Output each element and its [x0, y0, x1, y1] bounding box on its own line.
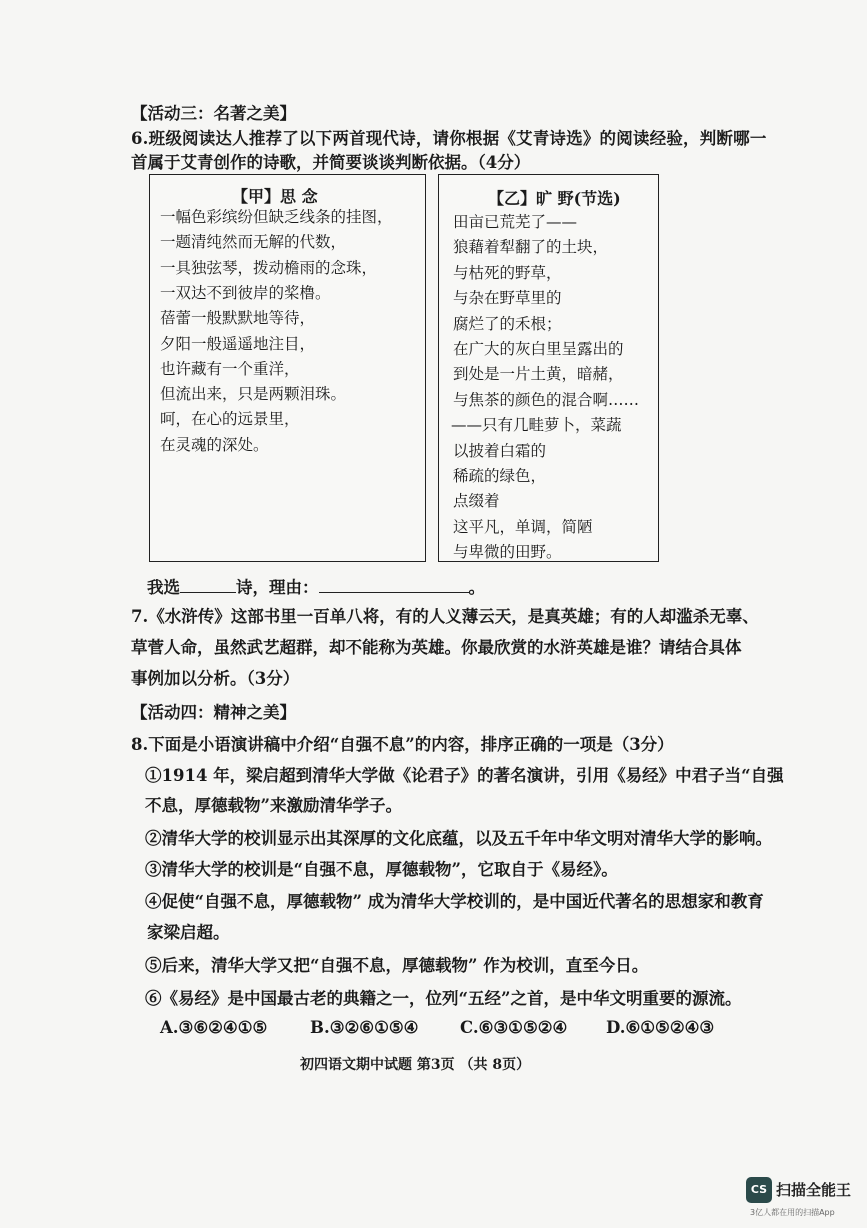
poem-b-line: 腐烂了的禾根；: [453, 314, 562, 333]
page-footer: 初四语文期中试题 第3页 （共 8页）: [300, 1057, 531, 1073]
poem-b-line: 稀疏的绿色，: [453, 467, 547, 485]
question-7-line-2: 草菅人命，虽然武艺超群，却不能称为英雄。你最欣赏的水浒英雄是谁？请结合具体: [131, 638, 742, 657]
choice-blank[interactable]: [180, 576, 236, 593]
poem-b-line: 田亩已荒芜了——: [453, 213, 578, 231]
poem-a-line: 一题清纯然而无解的代数，: [160, 233, 347, 252]
scanner-watermark: [746, 1177, 856, 1221]
poem-a-line: 但流出来，只是两颗泪珠。: [160, 385, 347, 404]
answer-middle: 诗，理由：: [236, 578, 319, 597]
scanner-tagline: 3亿人都在用的扫描App: [750, 1208, 835, 1217]
poem-b-line: 狼藉着犁翻了的土块，: [453, 238, 609, 257]
poem-b-line: 与杂在野草里的: [453, 289, 562, 308]
poem-a-line: 蓓蕾一般默默地等待，: [160, 309, 316, 328]
poem-a-title: 【甲】思 念: [232, 187, 318, 206]
question-6-line-1: 6.班级阅读达人推荐了以下两首现代诗，请你根据《艾青诗选》的阅读经验，判断哪一: [131, 129, 767, 148]
section-heading-activity-3: 【活动三：名著之美】: [131, 104, 296, 123]
q8-item-6: ⑥《易经》是中国最古老的典籍之一，位列“五经”之首，是中华文明重要的源流。: [145, 989, 742, 1008]
poem-b-line: 到处是一片土黄，暗赭，: [453, 365, 624, 384]
question-8-stem: 8.下面是小语演讲稿中介绍“自强不息”的内容，排序正确的一项是（3分）: [131, 735, 674, 754]
q8-option-d[interactable]: D.⑥①⑤②④③: [606, 1018, 715, 1037]
section-heading-activity-4: 【活动四：精神之美】: [131, 703, 296, 722]
q8-option-a[interactable]: A.③⑥②④①⑤: [160, 1018, 268, 1037]
poem-b-line: 这平凡，单调，简陋: [453, 517, 593, 536]
camscanner-icon: CS: [746, 1177, 772, 1203]
poem-a-line: 夕阳一般遥遥地注目，: [160, 334, 316, 353]
question-6-answer-line: [147, 576, 485, 599]
poem-b-line: 在广大的灰白里呈露出的: [453, 340, 624, 358]
reason-blank[interactable]: [319, 576, 469, 593]
poem-b-line: ——只有几畦萝卜，菜蔬: [451, 416, 622, 435]
poem-a-line: 一幅色彩缤纷但缺乏线条的挂图，: [160, 208, 393, 226]
poem-a-line: 呵，在心的远景里，: [160, 410, 300, 429]
question-6-line-2: 首属于艾青创作的诗歌，并简要谈谈判断依据。（4分）: [131, 153, 531, 172]
poem-a-line: 在灵魂的深处。: [160, 435, 269, 454]
poem-b-line: 与卑微的田野。: [453, 543, 562, 562]
answer-prefix: 我选: [147, 578, 180, 597]
q8-item-4-line-2: 家梁启超。: [147, 923, 230, 942]
q8-item-1-line-1: ①1914 年，梁启超到清华大学做《论君子》的著名演讲，引用《易经》中君子当“自强: [145, 766, 784, 785]
q8-item-4-line-1: ④促使“自强不息，厚德载物” 成为清华大学校训的，是中国近代著名的思想家和教育: [145, 892, 764, 911]
poem-b-line: 与焦茶的颜色的混合啊……: [453, 390, 640, 409]
q8-item-3: ③清华大学的校训是“自强不息，厚德载物”，它取自于《易经》。: [145, 860, 618, 879]
scanner-app-name: 扫描全能王: [776, 1181, 852, 1199]
answer-end: 。: [468, 578, 485, 597]
q8-option-c[interactable]: C.⑥③①⑤②④: [460, 1018, 568, 1037]
q8-item-2: ②清华大学的校训显示出其深厚的文化底蕴，以及五千年中华文明对清华大学的影响。: [145, 829, 772, 848]
question-7-line-3: 事例加以分析。（3分）: [131, 669, 300, 688]
poem-b-line: 以披着白霜的: [453, 441, 547, 460]
poem-a-line: 也许藏有一个重洋，: [160, 359, 300, 378]
question-7-line-1: 7.《水浒传》这部书里一百单八将，有的人义薄云天，是真英雄；有的人却滥杀无辜、: [131, 607, 759, 626]
poem-b-line: 点缀着: [453, 492, 500, 511]
poem-a-line: 一具独弦琴，拨动檐雨的念珠，: [160, 258, 378, 277]
poem-b-title: 【乙】旷 野(节选): [488, 189, 621, 208]
poem-a-line: 一双达不到彼岸的桨橹。: [160, 283, 331, 302]
poem-b-line: 与枯死的野草，: [453, 263, 562, 282]
q8-item-5: ⑤后来，清华大学又把“自强不息，厚德载物” 作为校训，直至今日。: [145, 956, 649, 975]
q8-option-b[interactable]: B.③②⑥①⑤④: [310, 1018, 419, 1037]
q8-item-1-line-2: 不息，厚德载物”来激励清华学子。: [145, 796, 402, 815]
